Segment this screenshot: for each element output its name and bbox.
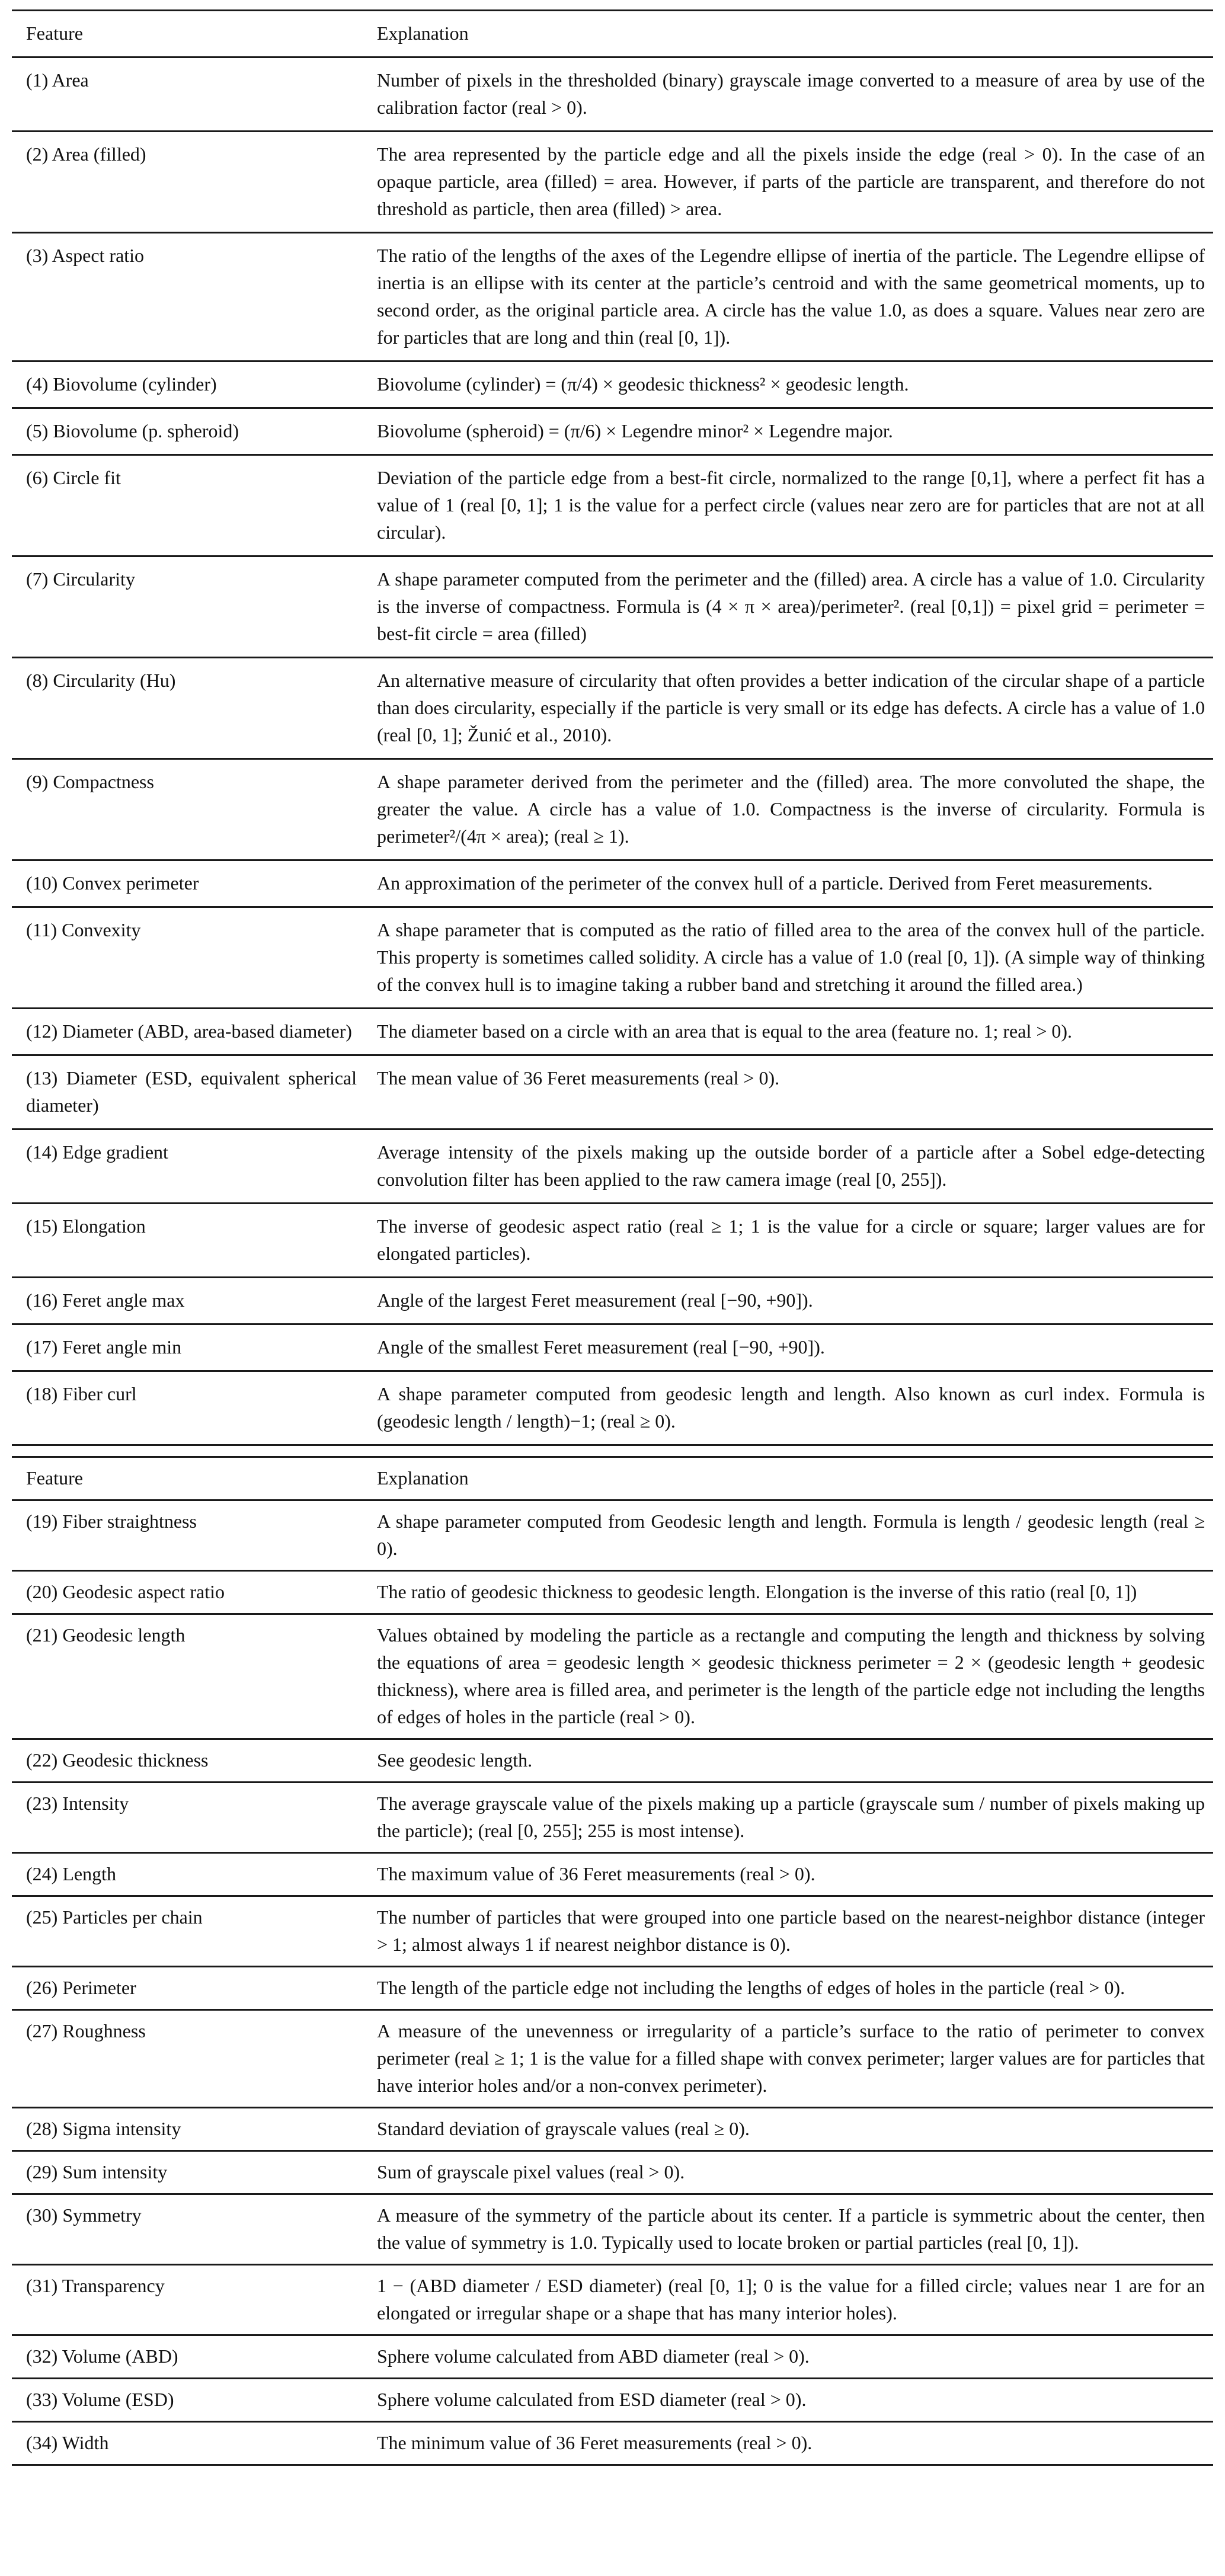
feature-cell: (30) Symmetry <box>26 2204 142 2226</box>
feature-cell: (16) Feret angle max <box>26 1289 185 1311</box>
explanation-cell: A shape parameter derived from the perimeter and the (filled) area. The more convoluted the shape, the greater the value. A circle has a value of 1.0. Compactness is the inverse of circularity. Formula is perimeter²/(4π × area); (real ≥ 1). <box>377 771 1205 847</box>
explanation-cell: Sum of grayscale pixel values (real > 0). <box>377 2161 685 2183</box>
explanation-cell: The minimum value of 36 Feret measurements (real > 0). <box>377 2432 813 2453</box>
table-row <box>12 1739 1213 1783</box>
explanation-cell: 1 − (ABD diameter / ESD diameter) (real [0, 1]; 0 is the value for a filled circle; values near 1 are for an elongated or irregular shape or a shape that has many interior holes). <box>377 2275 1205 2324</box>
table-row <box>12 2108 1213 2151</box>
feature-cell: (9) Compactness <box>26 771 154 792</box>
feature-cell: (32) Volume (ABD) <box>26 2345 178 2367</box>
explanation-cell: The ratio of the lengths of the axes of the Legendre ellipse of inertia of the particle. The Legendre ellipse of inertia is an ellipse with its center at the particle’s centroid and with the same geometrical moments, up to second order, as the original particle area. A circle has the value 1.0, as does a square. Values near zero are for particles that are long and thin (real [0, 1]). <box>377 245 1205 348</box>
explanation-cell: Sphere volume calculated from ESD diameter (real > 0). <box>377 2389 807 2410</box>
explanation-cell: The diameter based on a circle with an area that is equal to the area (feature no. 1; real > 0). <box>377 1020 1073 1042</box>
table-row <box>12 2151 1213 2194</box>
feature-table-1-18 <box>12 9 1213 1446</box>
feature-cell: (18) Fiber curl <box>26 1383 137 1404</box>
feature-cell: (33) Volume (ESD) <box>26 2389 174 2410</box>
explanation-cell: A shape parameter that is computed as the ratio of filled area to the area of the convex hull of the particle. This property is sometimes called solidity. A circle has a value of 1.0 (real [0, 1]). (A simple way of thinking of the convex hull is to imagine taking a rubber band and stretching it around the filled area.) <box>377 919 1205 995</box>
feature-cell: (29) Sum intensity <box>26 2161 168 2183</box>
header-row <box>12 11 1213 57</box>
table-row <box>12 658 1213 759</box>
table-row <box>12 1204 1213 1278</box>
explanation-cell: Angle of the smallest Feret measurement (real [−90, +90]). <box>377 1336 825 1358</box>
explanation-cell: The number of particles that were grouped into one particle based on the nearest-neighbor distance (integer > 1; almost always 1 if nearest neighbor distance is 0). <box>377 1906 1205 1955</box>
table-row <box>12 2265 1213 2335</box>
header-row <box>12 1457 1213 1500</box>
table-row <box>12 1571 1213 1614</box>
table-row <box>12 361 1213 408</box>
explanation-cell: The average grayscale value of the pixels making up a particle (grayscale sum / number of pixels making up the particle); (real [0, 255]; 255 is most intense). <box>377 1793 1205 1841</box>
explanation-cell: A shape parameter computed from Geodesic length and length. Formula is length / geodesic length (real ≥ 0). <box>377 1511 1205 1559</box>
explanation-cell: Number of pixels in the thresholded (binary) grayscale image converted to a measure of area by use of the calibration factor (real > 0). <box>377 69 1205 118</box>
explanation-cell: The length of the particle edge not including the lengths of edges of holes in the particle (real > 0). <box>377 1977 1125 1998</box>
explanation-cell: Standard deviation of grayscale values (real ≥ 0). <box>377 2118 750 2139</box>
feature-cell: (27) Roughness <box>26 2020 146 2041</box>
table-row <box>12 1896 1213 1967</box>
feature-cell: (19) Fiber straightness <box>26 1511 197 1532</box>
feature-cell: (8) Circularity (Hu) <box>26 670 176 691</box>
feature-cell: (28) Sigma intensity <box>26 2118 181 2139</box>
feature-column-header: Feature <box>26 1467 83 1489</box>
table-row <box>12 1783 1213 1853</box>
feature-cell: (25) Particles per chain <box>26 1906 203 1928</box>
explanation-cell: Biovolume (cylinder) = (π/4) × geodesic thickness² × geodesic length. <box>377 373 909 395</box>
feature-cell: (3) Aspect ratio <box>26 245 145 266</box>
explanation-cell: A shape parameter computed from geodesic length and length. Also known as curl index. Formula is (geodesic length / length)−1; (real ≥ 0). <box>377 1383 1205 1432</box>
feature-cell: (13) Diameter (ESD, equivalent spherical diameter) <box>26 1067 357 1116</box>
explanation-cell: Deviation of the particle edge from a best-fit circle, normalized to the range [0,1], where a perfect fit has a value of 1 (real [0, 1]; 1 is the value for a perfect circle (values near zero are for particles that are not at all circular). <box>377 467 1205 543</box>
table-row <box>12 1278 1213 1324</box>
explanation-cell: Values obtained by modeling the particle as a rectangle and computing the length and thickness by solving the equations of area = geodesic length × geodesic thickness perimeter = 2 × (geodesic length + geodesic thickness), where area is filled area, and perimeter is the length of the particle edge not including the lengths of edges of holes in the particle (real > 0). <box>377 1624 1205 1727</box>
table-row <box>12 408 1213 455</box>
feature-cell: (24) Length <box>26 1863 116 1884</box>
table-row <box>12 759 1213 860</box>
explanation-cell: See geodesic length. <box>377 1749 533 1771</box>
table-row <box>12 1500 1213 1571</box>
feature-cell: (10) Convex perimeter <box>26 872 199 894</box>
tables-root <box>12 9 1213 2466</box>
table-row <box>12 2422 1213 2465</box>
table-row <box>12 57 1213 132</box>
feature-cell: (21) Geodesic length <box>26 1624 185 1646</box>
explanation-cell: The ratio of geodesic thickness to geodesic length. Elongation is the inverse of this ratio (real [0, 1]) <box>377 1581 1137 1602</box>
table-row <box>12 2379 1213 2422</box>
feature-cell: (2) Area (filled) <box>26 143 146 165</box>
feature-cell: (34) Width <box>26 2432 109 2453</box>
explanation-cell: Sphere volume calculated from ABD diameter (real > 0). <box>377 2345 810 2367</box>
table-row <box>12 1009 1213 1055</box>
table-row <box>12 1614 1213 1739</box>
table-row <box>12 1371 1213 1445</box>
table-row <box>12 2010 1213 2108</box>
feature-column-header: Feature <box>26 23 83 44</box>
feature-cell: (11) Convexity <box>26 919 141 940</box>
table-row <box>12 2194 1213 2265</box>
explanation-cell: A measure of the symmetry of the particle about its center. If a particle is symmetric about the center, then the value of symmetry is 1.0. Typically used to locate broken or partial particles (real [0, 1]). <box>377 2204 1205 2253</box>
explanation-cell: Biovolume (spheroid) = (π/6) × Legendre minor² × Legendre major. <box>377 420 893 441</box>
feature-cell: (23) Intensity <box>26 1793 129 1814</box>
feature-cell: (4) Biovolume (cylinder) <box>26 373 217 395</box>
table-row <box>12 1853 1213 1896</box>
feature-cell: (7) Circularity <box>26 568 135 590</box>
explanation-cell: An alternative measure of circularity that often provides a better indication of the circular shape of a particle than does circularity, especially if the particle is very small or its edge has defects. A circle has a value of 1.0 (real [0, 1]; Žunić et al., 2010). <box>377 670 1205 745</box>
table-row <box>12 1129 1213 1204</box>
explanation-cell: A measure of the unevenness or irregularity of a particle’s surface to the ratio of perimeter to convex perimeter (real ≥ 1; 1 is the value for a filled shape with convex perimeter; larger values are for particles that have interior holes and/or a non-convex perimeter). <box>377 2020 1205 2096</box>
feature-cell: (31) Transparency <box>26 2275 165 2296</box>
feature-cell: (17) Feret angle min <box>26 1336 182 1358</box>
feature-cell: (20) Geodesic aspect ratio <box>26 1581 225 1602</box>
table-row <box>12 233 1213 361</box>
feature-cell: (1) Area <box>26 69 89 91</box>
table-row <box>12 860 1213 907</box>
feature-cell: (15) Elongation <box>26 1215 146 1237</box>
feature-cell: (22) Geodesic thickness <box>26 1749 209 1771</box>
feature-cell: (12) Diameter (ABD, area-based diameter) <box>26 1020 352 1042</box>
explanation-cell: A shape parameter computed from the perimeter and the (filled) area. A circle has a value of 1.0. Circularity is the inverse of compactness. Formula is (4 × π × area)/perimeter². (real [0,1]) = pixel grid = perimeter = best-fit circle = area (filled) <box>377 568 1205 644</box>
explanation-cell: The area represented by the particle edge and all the pixels inside the edge (real > 0). In the case of an opaque particle, area (filled) = area. However, if parts of the particle are transparent, and therefore do not threshold as particle, then area (filled) > area. <box>377 143 1205 219</box>
explanation-cell: The maximum value of 36 Feret measurements (real > 0). <box>377 1863 815 1884</box>
explanation-cell: The mean value of 36 Feret measurements (real > 0). <box>377 1067 780 1089</box>
table-row <box>12 132 1213 233</box>
explanation-cell: Average intensity of the pixels making up the outside border of a particle after a Sobel edge-detecting convolution filter has been applied to the raw camera image (real [0, 255]). <box>377 1141 1205 1190</box>
feature-table-19-34 <box>12 1456 1213 2466</box>
table-row <box>12 556 1213 658</box>
explanation-cell: Angle of the largest Feret measurement (real [−90, +90]). <box>377 1289 813 1311</box>
explanation-cell: An approximation of the perimeter of the convex hull of a particle. Derived from Feret measurements. <box>377 872 1153 894</box>
table-row <box>12 2335 1213 2379</box>
table-row <box>12 1324 1213 1371</box>
feature-cell: (6) Circle fit <box>26 467 121 488</box>
explanation-column-header: Explanation <box>377 23 469 44</box>
explanation-column-header: Explanation <box>377 1467 469 1489</box>
table-row <box>12 1967 1213 2010</box>
feature-cell: (26) Perimeter <box>26 1977 136 1998</box>
table-row <box>12 455 1213 556</box>
explanation-cell: The inverse of geodesic aspect ratio (real ≥ 1; 1 is the value for a circle or square; larger values are for elongated particles). <box>377 1215 1205 1264</box>
feature-cell: (5) Biovolume (p. spheroid) <box>26 420 239 441</box>
table-row <box>12 907 1213 1009</box>
table-row <box>12 1055 1213 1129</box>
feature-cell: (14) Edge gradient <box>26 1141 168 1163</box>
